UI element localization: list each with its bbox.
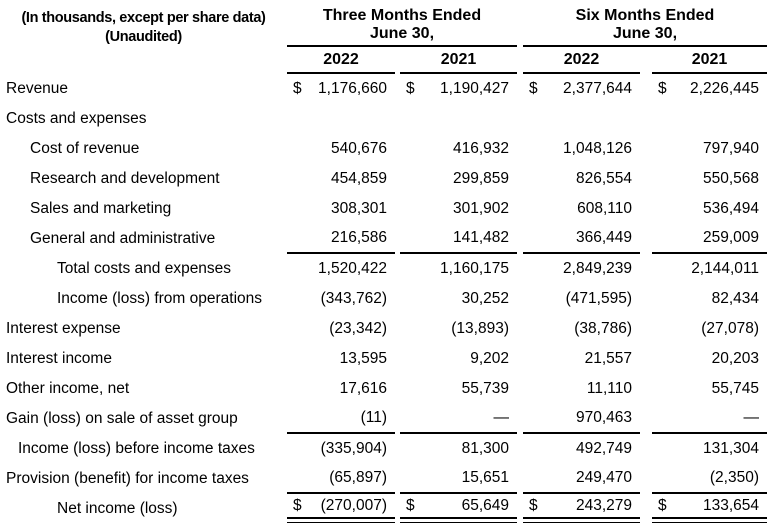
group-label-line-2: June 30, (612, 25, 678, 43)
cell-value: 1,160,175 (440, 260, 509, 277)
cell-value: 216,586 (330, 229, 387, 246)
value-cell-3m-2021 (400, 164, 517, 194)
cell-value: 1,520,422 (318, 260, 387, 277)
value-cell-6m-2021 (652, 104, 767, 134)
cell-value: 249,470 (575, 469, 632, 486)
cell-value: 1,176,660 (318, 80, 387, 97)
cell-value: 826,554 (575, 170, 632, 187)
cell-value: 11,110 (586, 380, 632, 397)
cell-value: (2,350) (709, 469, 759, 486)
cell-value: 301,902 (452, 200, 509, 217)
value-cell-6m-2022 (523, 464, 640, 494)
value-cell-6m-2021 (652, 494, 767, 523)
table-row (0, 494, 769, 523)
value-cell-6m-2022 (523, 434, 640, 464)
value-cell-6m-2022 (523, 494, 640, 523)
cell-value: 17,616 (339, 380, 387, 397)
cell-value: 15,651 (461, 469, 509, 486)
row-label: Interest expense (6, 320, 121, 337)
caption-line-1: (In thousands, except per share data) (21, 10, 266, 26)
value-cell-3m-2022 (287, 464, 395, 494)
value-cell-3m-2021 (400, 254, 517, 284)
row-label: Provision (benefit) for income taxes (6, 470, 249, 487)
value-cell-3m-2022 (287, 404, 395, 434)
value-cell-6m-2021 (652, 314, 767, 344)
row-label: General and administrative (30, 230, 216, 247)
value-cell-6m-2022 (523, 374, 640, 404)
table-row (0, 434, 769, 464)
cell-value: 259,009 (702, 229, 759, 246)
cell-value: (23,342) (329, 320, 387, 337)
value-cell-6m-2021 (652, 284, 767, 314)
cell-value: (13,893) (451, 320, 509, 337)
value-cell-3m-2022 (287, 194, 395, 224)
cell-value: 131,304 (702, 440, 759, 457)
dollar-sign: $ (658, 80, 667, 97)
group-label-line-1: Three Months Ended (322, 7, 482, 24)
cell-value: 797,940 (702, 140, 759, 157)
table-row (0, 194, 769, 224)
caption-line-2: (Unaudited) (105, 28, 182, 45)
value-cell-6m-2021 (652, 404, 767, 434)
value-cell-6m-2022 (523, 74, 640, 104)
value-cell-6m-2022 (523, 344, 640, 374)
value-cell-3m-2021 (400, 494, 517, 523)
value-cell-3m-2021 (400, 194, 517, 224)
cell-value: (27,078) (701, 320, 759, 337)
value-cell-6m-2022 (523, 164, 640, 194)
group-label-line-1: Six Months Ended (575, 7, 715, 24)
value-cell-3m-2022 (287, 374, 395, 404)
cell-value: 20,203 (711, 350, 759, 367)
value-cell-3m-2022 (287, 494, 395, 523)
value-cell-3m-2022 (287, 314, 395, 344)
cell-value: — (743, 409, 759, 426)
value-cell-3m-2021 (400, 134, 517, 164)
table-body (0, 74, 769, 523)
cell-value: 141,482 (452, 229, 509, 246)
cell-value: (38,786) (574, 320, 632, 337)
table-row (0, 134, 769, 164)
value-cell-3m-2022 (287, 164, 395, 194)
cell-value: 540,676 (330, 140, 387, 157)
cell-value: 608,110 (577, 200, 632, 217)
table-row (0, 224, 769, 254)
cell-value: 366,449 (575, 229, 632, 246)
row-label: Research and development (30, 170, 220, 187)
value-cell-3m-2022 (287, 344, 395, 374)
value-cell-6m-2022 (523, 254, 640, 284)
cell-value: 13,595 (339, 350, 387, 367)
value-cell-3m-2021 (400, 434, 517, 464)
cell-value: 970,463 (575, 409, 632, 426)
row-label: Net income (loss) (57, 500, 178, 517)
value-cell-3m-2021 (400, 374, 517, 404)
value-cell-6m-2022 (523, 314, 640, 344)
year-header-6m-2022: 2022 (523, 47, 640, 74)
row-label: Total costs and expenses (57, 260, 232, 277)
year-header-3m-2021: 2021 (400, 47, 517, 74)
table-row (0, 344, 769, 374)
cell-value: (11) (360, 409, 387, 426)
value-cell-6m-2021 (652, 464, 767, 494)
value-cell-3m-2021 (400, 464, 517, 494)
cell-value: 243,279 (575, 496, 632, 514)
value-cell-6m-2021 (652, 344, 767, 374)
row-label: Revenue (6, 80, 69, 97)
cell-value: 454,859 (330, 170, 387, 187)
value-cell-6m-2021 (652, 254, 767, 284)
cell-value: (335,904) (320, 440, 387, 457)
row-label: Costs and expenses (6, 110, 147, 127)
table-row (0, 164, 769, 194)
value-cell-3m-2022 (287, 134, 395, 164)
row-label: Other income, net (6, 380, 130, 397)
value-cell-6m-2022 (523, 134, 640, 164)
cell-value: 1,190,427 (440, 80, 509, 97)
cell-value: 21,557 (584, 350, 632, 367)
value-cell-6m-2022 (523, 404, 640, 434)
value-cell-3m-2022 (287, 104, 395, 134)
cell-value: 492,749 (575, 440, 632, 457)
row-label: Income (loss) from operations (57, 290, 263, 307)
cell-value: 82,434 (711, 290, 759, 307)
cell-value: 2,849,239 (563, 260, 632, 277)
row-label: Gain (loss) on sale of asset group (6, 410, 238, 427)
row-label: Income (loss) before income taxes (18, 440, 255, 457)
value-cell-3m-2021 (400, 74, 517, 104)
value-cell-6m-2021 (652, 224, 767, 254)
value-cell-6m-2022 (523, 194, 640, 224)
value-cell-3m-2022 (287, 434, 395, 464)
dollar-sign: $ (293, 80, 302, 97)
value-cell-6m-2022 (523, 104, 640, 134)
cell-value: 30,252 (461, 290, 509, 307)
dollar-sign: $ (658, 496, 667, 514)
cell-value: — (493, 409, 509, 426)
cell-value: 81,300 (461, 440, 509, 457)
cell-value: 2,377,644 (563, 80, 632, 97)
table-row (0, 284, 769, 314)
cell-value: 2,144,011 (691, 260, 759, 277)
value-cell-3m-2022 (287, 284, 395, 314)
value-cell-3m-2022 (287, 254, 395, 284)
table-row (0, 104, 769, 134)
table-row (0, 74, 769, 104)
cell-value: 133,654 (702, 496, 759, 514)
cell-value: 550,568 (702, 170, 759, 187)
value-cell-6m-2021 (652, 74, 767, 104)
cell-value: 55,745 (711, 380, 759, 397)
cell-value: 1,048,126 (563, 140, 632, 157)
value-cell-6m-2021 (652, 374, 767, 404)
cell-value: 536,494 (702, 200, 759, 217)
table-header (0, 5, 769, 74)
value-cell-6m-2021 (652, 194, 767, 224)
cell-value: 55,739 (461, 380, 509, 397)
cell-value: (471,595) (565, 290, 632, 307)
value-cell-3m-2022 (287, 224, 395, 254)
cell-value: 416,932 (452, 140, 509, 157)
cell-value: 2,226,445 (690, 80, 759, 97)
table-row (0, 464, 769, 494)
group-label-line-2: June 30, (369, 25, 435, 43)
dollar-sign: $ (529, 80, 538, 97)
year-header-6m-2021: 2021 (652, 47, 767, 74)
dollar-sign: $ (406, 496, 415, 514)
cell-value: (65,897) (329, 469, 387, 486)
cell-value: 308,301 (330, 200, 387, 217)
row-label: Interest income (6, 350, 112, 367)
table-row (0, 254, 769, 284)
value-cell-3m-2021 (400, 224, 517, 254)
value-cell-3m-2022 (287, 74, 395, 104)
row-label: Cost of revenue (30, 140, 140, 157)
column-group-three-months (287, 5, 517, 47)
value-cell-6m-2021 (652, 434, 767, 464)
cell-value: (343,762) (320, 290, 387, 307)
value-cell-3m-2021 (400, 284, 517, 314)
value-cell-3m-2021 (400, 344, 517, 374)
value-cell-6m-2022 (523, 284, 640, 314)
row-label: Sales and marketing (30, 200, 172, 217)
value-cell-3m-2021 (400, 404, 517, 434)
table-row (0, 404, 769, 434)
column-group-six-months (523, 5, 767, 47)
cell-value: 65,649 (461, 496, 509, 514)
cell-value: 9,202 (470, 350, 509, 367)
table-caption (0, 5, 287, 74)
table-row (0, 314, 769, 344)
value-cell-6m-2022 (523, 224, 640, 254)
value-cell-3m-2021 (400, 314, 517, 344)
value-cell-6m-2021 (652, 134, 767, 164)
cell-value: (270,007) (320, 496, 387, 514)
value-cell-6m-2021 (652, 164, 767, 194)
table-row (0, 374, 769, 404)
value-cell-3m-2021 (400, 104, 517, 134)
dollar-sign: $ (293, 496, 302, 514)
dollar-sign: $ (406, 80, 415, 97)
cell-value: 299,859 (452, 170, 509, 187)
year-header-3m-2022: 2022 (287, 47, 395, 74)
dollar-sign: $ (529, 496, 538, 514)
